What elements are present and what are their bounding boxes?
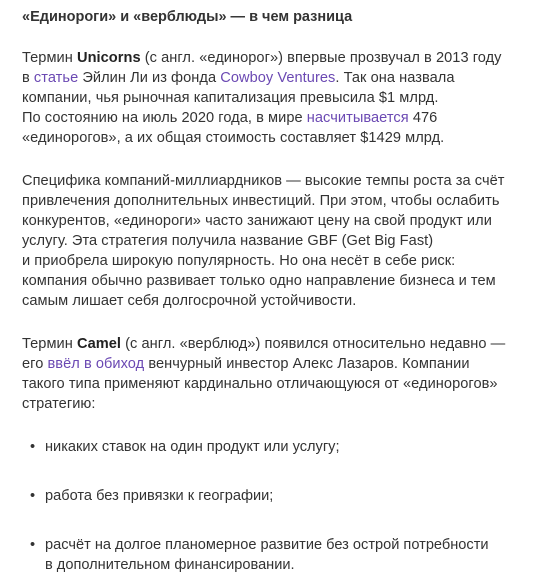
paragraph-line: компании, чья рыночная капитализация превысила $1 млрд.: [22, 90, 439, 106]
bullet-icon: •: [30, 439, 36, 455]
text-segment: его: [22, 356, 48, 372]
paragraph-line: самым лишает себя долгосрочной устойчивости.: [22, 293, 357, 309]
text-segment: Термин: [22, 336, 77, 352]
list-item-text: расчёт на долгое планомерное развитие без острой потребности: [45, 537, 489, 553]
paragraph-line: «единорогов», а их общая стоимость составляет $1429 млрд.: [22, 130, 445, 146]
link-counts[interactable]: насчитывается: [306, 110, 409, 126]
paragraph-line: [22, 354, 517, 374]
list-item: [22, 535, 517, 575]
paragraph-strategy: [22, 171, 517, 311]
article-heading: «Единороги» и «верблюды» — в чем разница: [22, 9, 353, 25]
link-cowboy-ventures[interactable]: Cowboy Ventures: [220, 70, 336, 86]
list-item-text: в дополнительном финансировании.: [45, 557, 295, 573]
text-segment: 476: [408, 110, 438, 126]
text-segment: венчурный инвестор Алекс Лазаров. Компании: [144, 356, 470, 372]
paragraph-line: [22, 48, 517, 68]
text-segment: в: [22, 70, 34, 86]
paragraph-line: Специфика компаний-миллиардников — высокие темпы роста за счёт: [22, 173, 505, 189]
list-item-text: никаких ставок на один продукт или услугу;: [45, 439, 340, 455]
list-item-text: работа без привязки к географии;: [45, 488, 274, 504]
camel-strategy-list: [22, 437, 517, 575]
paragraph-line: такого типа применяют кардинально отличающуюся от «единорогов»: [22, 376, 498, 392]
paragraph-line: конкурентов, «единороги» часто занижают цену на свой продукт или: [22, 213, 492, 229]
paragraph-unicorns: [22, 48, 517, 148]
paragraph-line: [22, 334, 517, 354]
bullet-icon: •: [30, 488, 36, 504]
text-segment: Эйлин Ли из фонда: [78, 70, 221, 86]
text-segment: (с англ. «верблюд») появился относительно недавно —: [121, 336, 506, 352]
paragraph-line: компания обычно развивает только одно направление бизнеса и тем: [22, 273, 496, 289]
paragraph-line: услугу. Эта стратегия получила название GBF (Get Big Fast): [22, 233, 434, 249]
paragraph-camels: [22, 334, 517, 414]
text-segment: Термин: [22, 50, 77, 66]
text-segment: . Так она назвала: [335, 70, 455, 86]
paragraph-line: [22, 108, 517, 128]
paragraph-line: привлечения дополнительных инвестиций. При этом, чтобы ослабить: [22, 193, 500, 209]
link-introduced[interactable]: ввёл в обиход: [47, 356, 145, 372]
link-article[interactable]: статье: [33, 70, 79, 86]
text-segment: (с англ. «единорог») впервые прозвучал в 2013 году: [140, 50, 502, 66]
list-item: [22, 486, 517, 506]
paragraph-line: [22, 68, 517, 88]
term-unicorns: Unicorns: [76, 50, 141, 66]
list-item: [22, 437, 517, 457]
paragraph-line: и приобрела широкую популярность. Но она несёт в себе риск:: [22, 253, 456, 269]
term-camel: Camel: [76, 336, 122, 352]
bullet-icon: •: [30, 537, 36, 553]
text-segment: По состоянию на июль 2020 года, в мире: [22, 110, 307, 126]
paragraph-line: стратегию:: [22, 396, 96, 412]
